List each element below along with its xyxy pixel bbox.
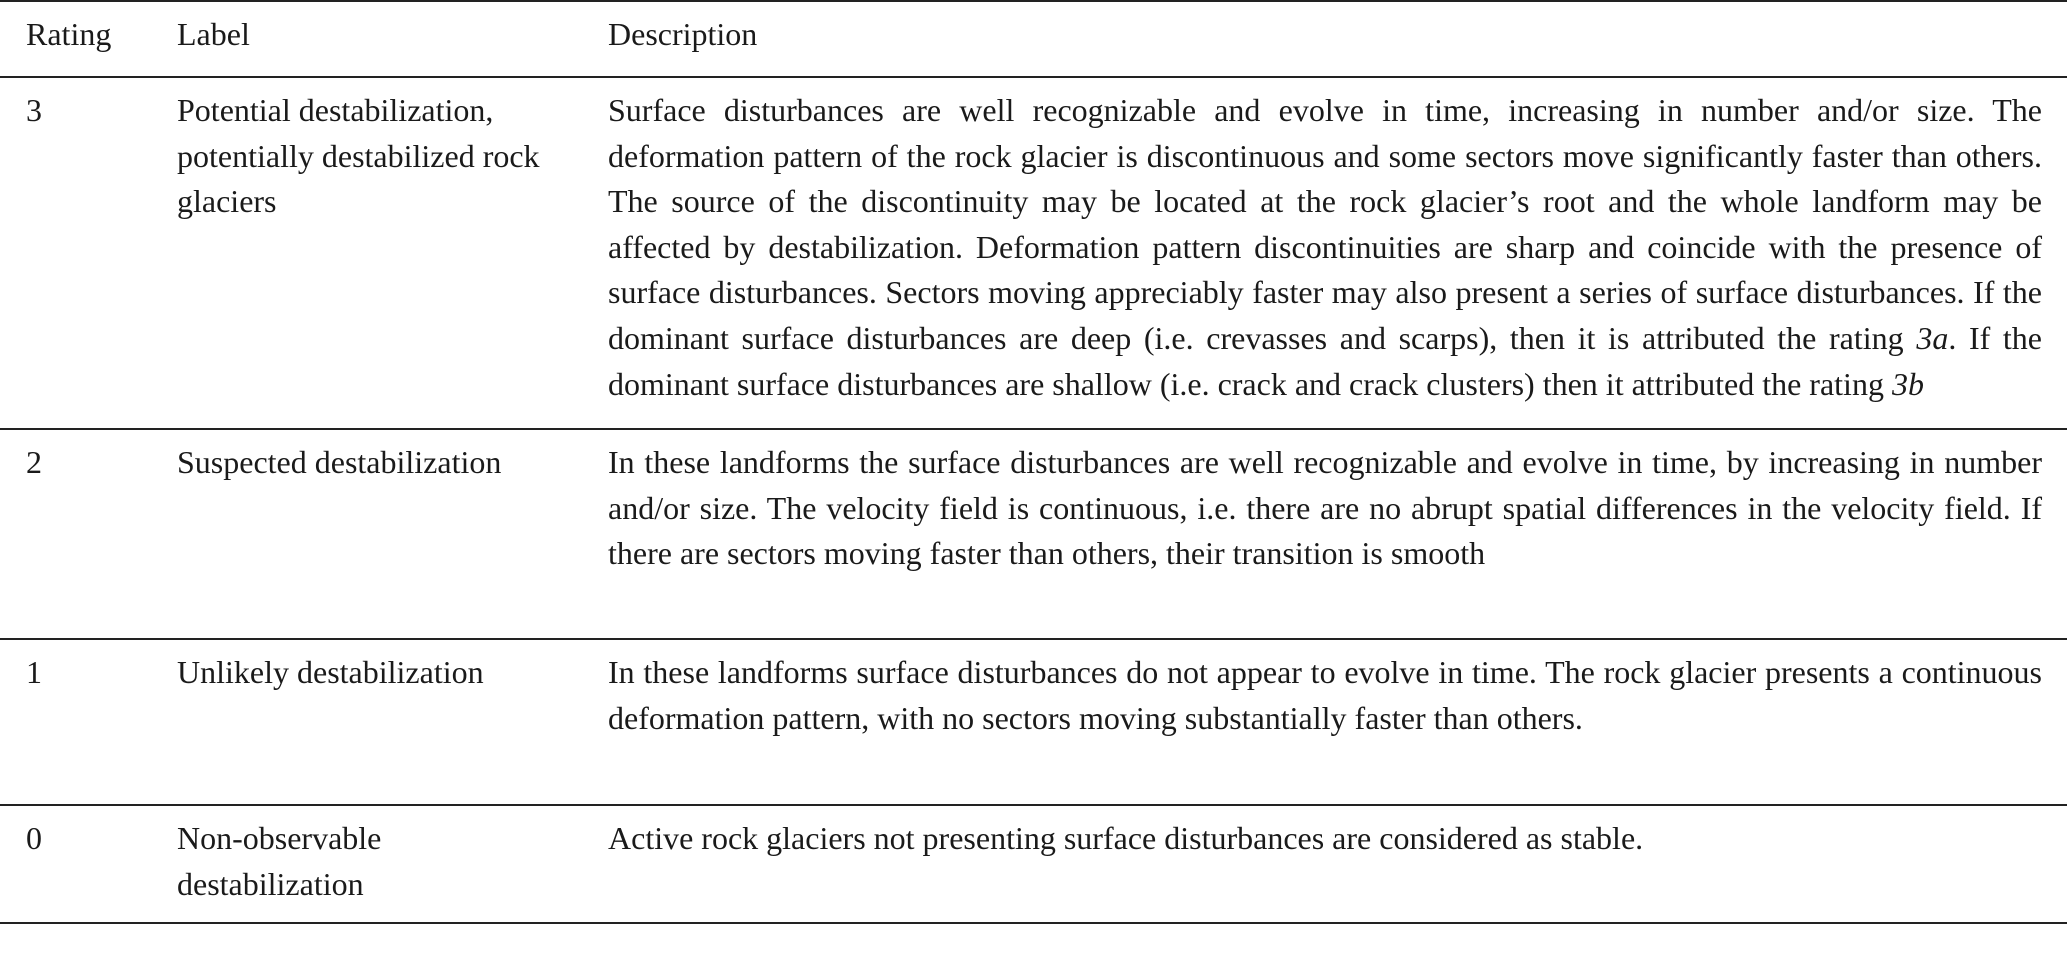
table-body: [0, 77, 2067, 923]
rating-3a-reference: 3a: [1916, 319, 1949, 356]
table-header: [0, 1, 2067, 77]
table-row: [0, 639, 2067, 805]
rating-3b-reference: 3b: [1891, 365, 1924, 402]
row-rating: 2: [26, 444, 42, 480]
header-row: [0, 1, 2067, 77]
row-label: Suspected destabilization: [177, 444, 502, 480]
row-description: In these landforms the surface disturbances are well recognizable and evolve in time, by increasing in number and/or size. The velocity field is continuous, i.e. there are no abrupt spatial differences in the velocity field. If there are sectors moving faster than others, their transition is smooth: [608, 444, 2042, 572]
row-rating: 0: [26, 820, 42, 856]
description-text: . If the dominant surface disturbances are shallow (i.e. crack and crack clusters) then it attributed the rating: [608, 319, 2043, 402]
table-row: [0, 429, 2067, 639]
row-description: [582, 77, 2067, 429]
table-row: [0, 805, 2067, 923]
row-rating: 1: [26, 654, 42, 690]
header-label: Label: [177, 16, 250, 52]
row-label: Unlikely destabilization: [177, 654, 484, 690]
description-text: Surface disturbances are well recognizable and evolve in time, increasing in number and/or size. The deformation pattern of the rock glacier is discontinuous and some sectors move significantly faster than others. The source of the discontinuity may be located at the rock glacier’s root and the whole landform may be affected by destabilization. Deformation pattern discontinuities are sharp and coincide with the presence of surface disturbances. Sectors moving appreciably faster may also present a series of surface disturbances. If the dominant surface disturbances are deep (i.e. crevasses and scarps), then it is attributed the rating: [608, 92, 2042, 356]
row-label: Potential destabilization, potentially destabilized rock glaciers: [177, 92, 540, 220]
row-description: Active rock glaciers not presenting surface disturbances are considered as stable.: [608, 820, 1644, 856]
row-rating: 3: [26, 92, 42, 128]
row-description: In these landforms surface disturbances do not appear to evolve in time. The rock glacier presents a continuous deformation pattern, with no sectors moving substantially faster than others.: [608, 654, 2042, 736]
table-row: [0, 77, 2067, 429]
row-label: Non-observable destabilization: [177, 820, 382, 902]
header-description: Description: [608, 16, 758, 52]
header-rating: Rating: [26, 16, 112, 52]
